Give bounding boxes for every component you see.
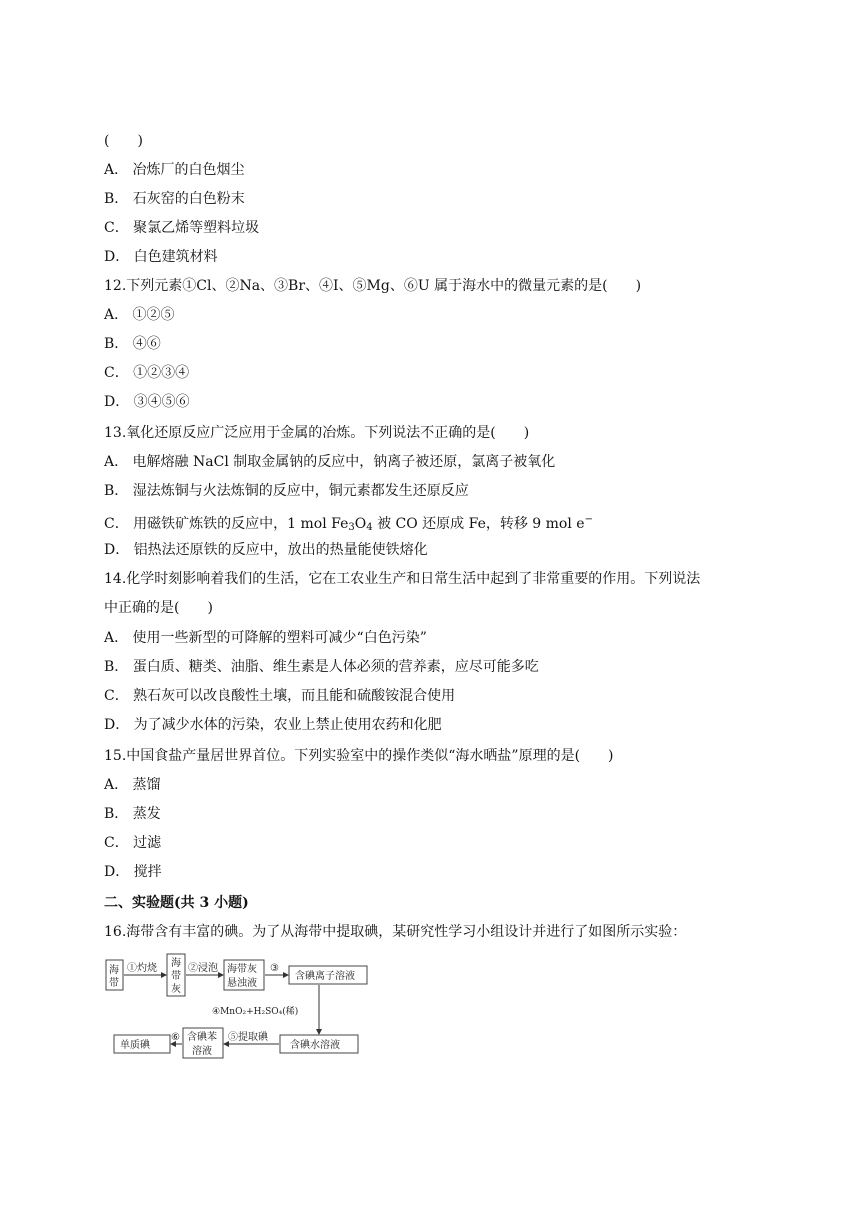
box-xuanzhuoye-text-1: 海带灰 bbox=[227, 964, 257, 975]
box-water-solution-text: 含碘水溶液 bbox=[290, 1040, 340, 1051]
option-15a: A． 蒸馏 bbox=[104, 777, 161, 793]
question-16: 16.海带含有丰富的碘。为了从海带中提取碘，某研究性学习小组设计并进行了如图所示实验： bbox=[104, 924, 687, 940]
option-11b: B． 石灰窑的白色粉末 bbox=[104, 191, 245, 207]
box-benzene-text-2: 溶液 bbox=[192, 1046, 212, 1057]
option-14a: A． 使用一些新型的可降解的塑料可减少“白色污染” bbox=[104, 630, 427, 646]
option-14d: D． 为了减少水体的污染，农业上禁止使用农药和化肥 bbox=[104, 717, 442, 733]
box-haidaihui-text-1: 海 bbox=[171, 958, 181, 969]
option-11a: A． 冶炼厂的白色烟尘 bbox=[104, 162, 245, 178]
option-12c: C． ①②③④ bbox=[104, 365, 190, 381]
box-iodine-text: 单质碘 bbox=[120, 1040, 150, 1051]
option-15d: D． 搅拌 bbox=[104, 864, 162, 880]
option-13b: B． 湿法炼铜与火法炼铜的反应中，铜元素都发生还原反应 bbox=[104, 483, 469, 499]
option-13c: C． 用磁铁矿炼铁的反应中，1 mol $Fe_3O_4$ 被 CO 还原成 Fe，转移 9 mol e− bbox=[104, 514, 593, 533]
option-12d: D． ③④⑤⑥ bbox=[104, 394, 190, 410]
question-14-line2: 中正确的是( ) bbox=[104, 600, 213, 616]
step-5-label: ⑤提取碘 bbox=[228, 1032, 268, 1043]
option-15b: B． 蒸发 bbox=[104, 806, 161, 822]
option-12a: A． ①②⑤ bbox=[104, 307, 175, 323]
option-14c: C． 熟石灰可以改良酸性土壤，而且能和硫酸铵混合使用 bbox=[104, 688, 456, 704]
iodine-extraction-flowchart bbox=[104, 952, 374, 1062]
option-13a: A． 电解熔融 NaCl 制取金属钠的反应中，钠离子被还原，氯离子被氧化 bbox=[104, 454, 556, 470]
answer-paren: ( ) bbox=[104, 133, 143, 149]
step-6-label: ⑥ bbox=[171, 1032, 180, 1043]
step-4-label: ④MnO₂+H₂SO₄(稀) bbox=[212, 1007, 299, 1017]
question-12: 12.下列元素①Cl、②Na、③Br、④I、⑤Mg、⑥U 属于海水中的微量元素的是( ) bbox=[104, 278, 642, 294]
step-3-label: ③ bbox=[270, 963, 279, 974]
box-xuanzhuoye-text-2: 悬浊液 bbox=[227, 978, 257, 989]
section-heading: 二、实验题(共 3 小题) bbox=[104, 895, 249, 911]
box-haidaihui-text-3: 灰 bbox=[171, 984, 181, 995]
option-11c: C． 聚氯乙烯等塑料垃圾 bbox=[104, 220, 260, 236]
question-15: 15.中国食盐产量居世界首位。下列实验室中的操作类似“海水晒盐”原理的是( ) bbox=[104, 748, 614, 764]
option-15c: C． 过滤 bbox=[104, 835, 162, 851]
box-haidaihui-text-2: 带 bbox=[171, 971, 181, 982]
box-benzene-text-1: 含碘苯 bbox=[187, 1032, 217, 1043]
box-ion-solution-text: 含碘离子溶液 bbox=[295, 971, 355, 982]
option-11d: D． 白色建筑材料 bbox=[104, 249, 218, 265]
box-haidai-text-1: 海 bbox=[109, 965, 119, 976]
option-12b: B． ④⑥ bbox=[104, 336, 161, 352]
question-13: 13.氧化还原反应广泛应用于金属的冶炼。下列说法不正确的是( ) bbox=[104, 425, 530, 441]
box-haidai-text-2: 带 bbox=[109, 978, 119, 989]
question-14-line1: 14.化学时刻影响着我们的生活，它在工农业生产和日常生活中起到了非常重要的作用。下列说法 bbox=[104, 571, 701, 587]
option-14b: B． 蛋白质、糖类、油脂、维生素是人体必须的营养素，应尽可能多吃 bbox=[104, 659, 539, 675]
option-13d: D． 铝热法还原铁的反应中，放出的热量能使铁熔化 bbox=[104, 542, 428, 558]
step-1-label: ①灼烧 bbox=[127, 963, 157, 974]
step-2-label: ②浸泡 bbox=[188, 963, 218, 974]
